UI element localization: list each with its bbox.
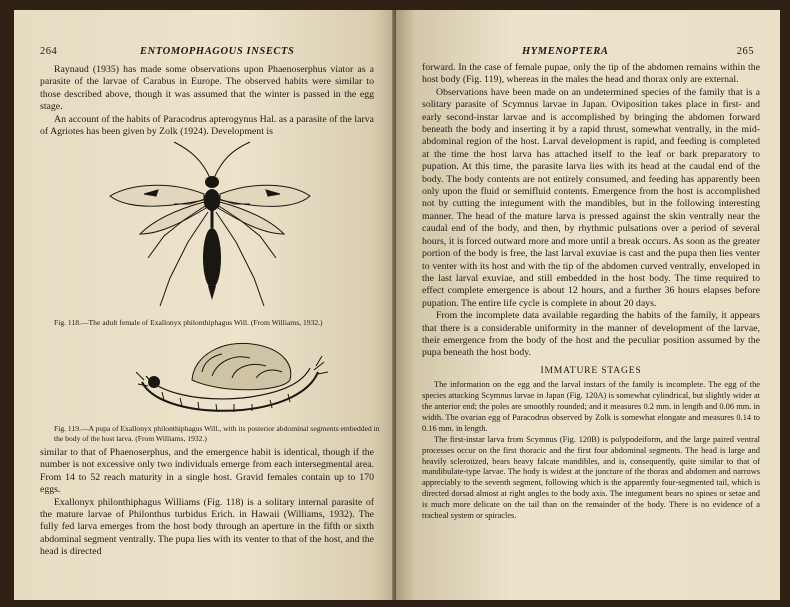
left-running-title: ENTOMOPHAGOUS INSECTS bbox=[140, 46, 295, 57]
figure-118-caption: Fig. 118.—The adult female of Exallonyx philonthiphagus Will. (From Williams, 1932.) bbox=[54, 318, 323, 327]
figure-118-wasp-illustration bbox=[104, 138, 314, 310]
paragraph: forward. In the case of female pupae, only the tip of the abdomen remains within the host body (Fig. 119), whereas in the males the head and thorax only are external. bbox=[422, 62, 760, 86]
figure-119-pupa-illustration bbox=[132, 332, 332, 418]
left-page bbox=[14, 10, 396, 600]
paragraph: The information on the egg and the larval instars of the family is incomplete. The egg of the species attacking Scymnus larvae in Japan (Fig. 120A) is somewhat cylindrical, but slightly wider at the anterior end; the poles are smoothly rounded; and it measures 0.2 mm. in length and 0.06 mm. in width. The ovarian egg of Paracodrus observed by Zolk is somewhat elongate and measures 0.14 to 0.16 mm. in length. bbox=[422, 380, 760, 433]
paragraph: An account of the habits of Paracodrus apterogynus Hal. as a parasite of the larva of Agriotes has been given by Zolk (1924). Development is bbox=[40, 113, 374, 138]
paragraph: The first-instar larva from Scymnus (Fig. 120B) is polypodeiform, and the large paired ventral processes occur on the first thoracic and the first four abdominal segments. The head is large and heavily sclerotized, bears heavy falcate mandibles, and is, consequently, quite similar to that of mandibulate-type larvae. The body is widest at the juncture of the thorax and abdomen and narrows appreciably to the seventh segment, following which is the apparently four-segmented tail, which is directed dorsad almost at right angles to the body axis. The integument bears no spines or setae and is much more delicate on the tail than on the remainder of the body. There is no evidence of a tracheal system or spiracles. bbox=[422, 434, 760, 521]
right-running-title: HYMENOPTERA bbox=[522, 46, 609, 57]
paragraph: similar to that of Phaenoserphus, and the emergence habit is identical, though if the number is not excessive only two individuals emerge from each intersegmental area. From 14 to 52 reach maturity in a single host. Gravid females contain up to 170 eggs. bbox=[40, 447, 374, 496]
section-heading: IMMATURE STAGES bbox=[540, 364, 642, 376]
paragraph: From the incomplete data available regarding the habits of the family, it appears that there is a considerable uniformity in the manner of development of the larvae, their emergence from the body of the host and the peculiar position assumed by the pupa beneath the host body. bbox=[422, 310, 760, 359]
left-page-number: 264 bbox=[40, 46, 58, 57]
right-main-text bbox=[422, 62, 760, 522]
left-bottom-text bbox=[40, 447, 374, 559]
paragraph: Observations have been made on an undetermined species of the family that is a solitary parasite of Scymnus larvae in Japan. Oviposition takes place in first- and early second-instar larvae and is accomplished by bringing the abdomen forward beneath the body and inserting it by a rapid thrust, somewhat ventrally, in the mid-abdominal region of the host. Larval development is rapid, and feeding is completed at the time the host larva has attached itself to the leaf or bark preparatory to pupation. At this time, the parasite larva lies with its head at the caudal end of the body. The body contents are not entirely consumed, and feeding has apparently been only upon the fluid or semifluid contents. Emergence from the host is accomplished not by cutting the integument with the mandibles, but in the following interesting manner. The head of the mature larva is pressed against the skin ventrally near the caudal end of the body, and then, by rhythmic pulsations over a period of several hours, it is forced outward more and more until a break occurs. As soon as the greater portion of the body is free, the last larval exuviae is cast and the pupa then lies venter to venter with its host and with the tip of the abdomen curved ventrally, enveloped in the last larval exuviae, and still embedded in the host body. The time required to effect complete emergence is about 12 hours, and a further 36 hours elapses before pupation. The entire life cycle is complete in about 20 days. bbox=[422, 86, 760, 309]
paragraph: Raynaud (1935) has made some observations upon Phaenoserphus viator as a parasite of the larvae of Carabus in Europe. The observed habits were similar to those described above, though it was assumed that the winter is passed in the egg stage. bbox=[40, 64, 374, 113]
left-top-text bbox=[40, 64, 374, 138]
figure-119-caption: Fig. 119.—A pupa of Exallonyx philonthiphagus Will., with its posterior abdominal segments embedded in the body of the host larva. (From Williams, 1932.) bbox=[54, 424, 380, 443]
right-small-text bbox=[422, 380, 760, 522]
paragraph: Exallonyx philonthiphagus Williams (Fig. 118) is a solitary internal parasite of the mature larvae of Philonthus turbidus Erich. in Hawaii (Williams, 1932). The fully fed larva emerges from the host body through an aperture in the fifth or sixth abdominal segment ventrally. The pupa lies with its venter to that of the host, and the head is directed bbox=[40, 496, 374, 558]
right-page bbox=[396, 10, 780, 600]
right-page-number: 265 bbox=[736, 46, 754, 57]
